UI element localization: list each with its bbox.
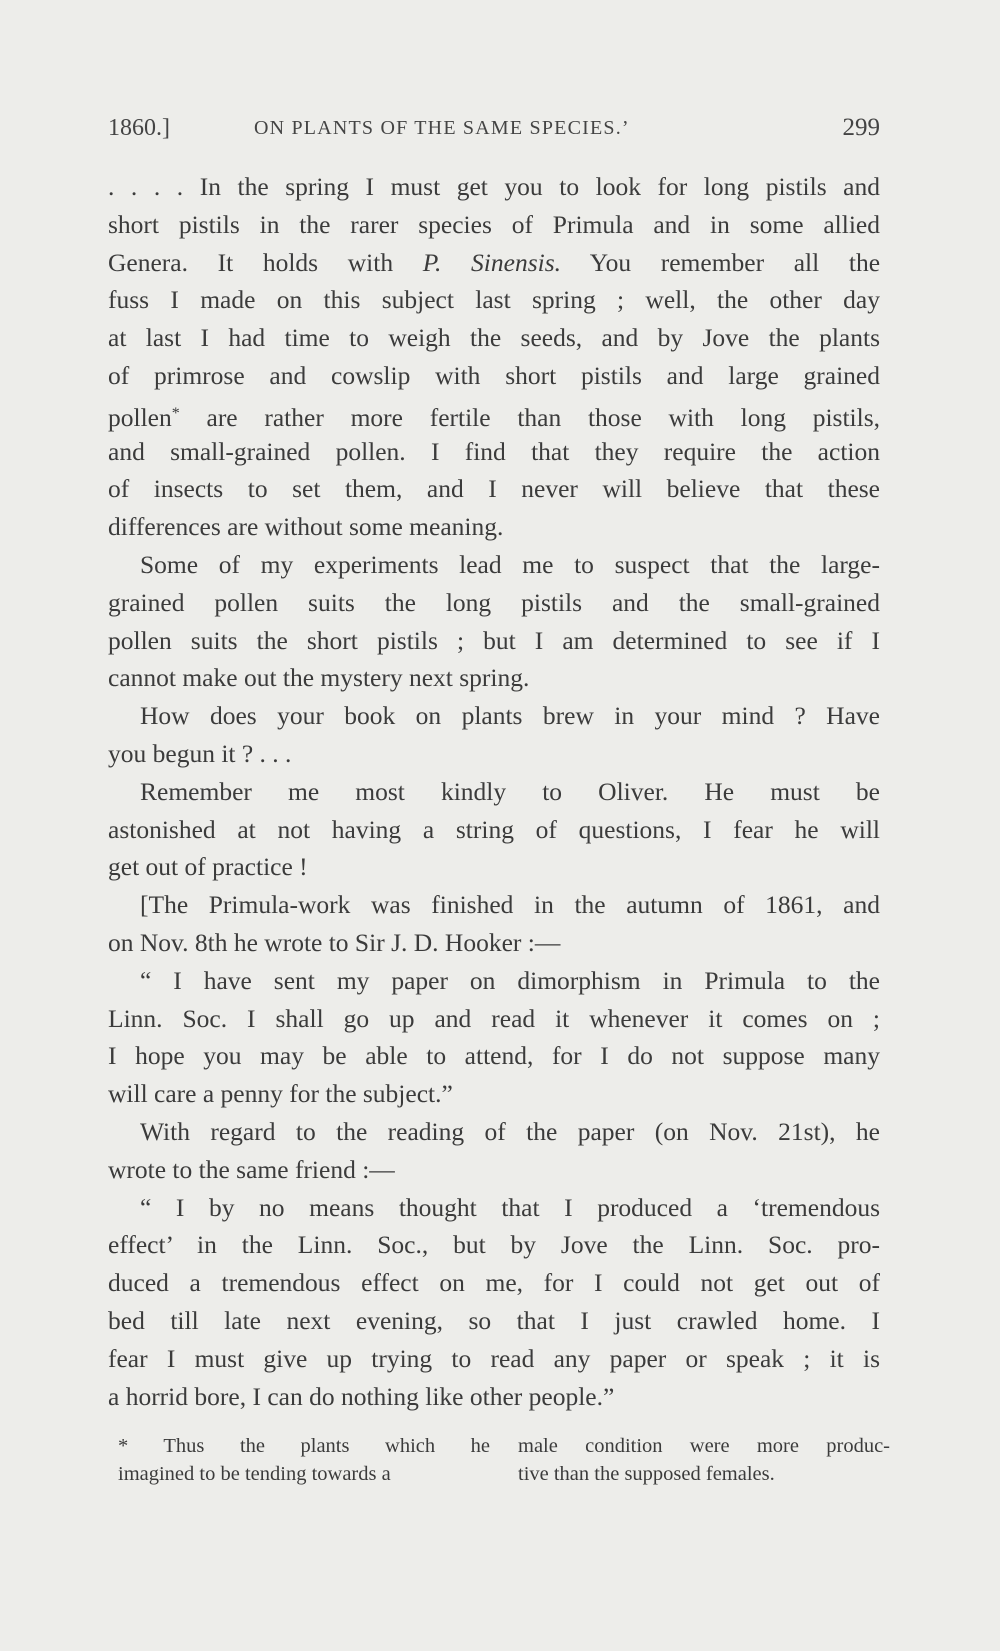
footnote <box>108 1432 900 1492</box>
text-line: short pistils in the rarer species of Primula and in some allied <box>108 209 880 239</box>
text-line: astonished at not having a string of questions, I fear he will <box>108 814 880 844</box>
text-span: Genera. It holds with <box>108 247 394 277</box>
text-line: With regard to the reading of the paper (on Nov. 21st), he <box>140 1116 880 1146</box>
text-span: You remember all the <box>589 247 881 277</box>
header-year: 1860.] <box>108 115 170 141</box>
text-line: and small-grained pollen. I find that they require the action <box>108 436 880 466</box>
footnote-line: tive than the supposed females. <box>518 1463 775 1485</box>
running-head <box>108 108 880 148</box>
text-line: bed till late next evening, so that I just crawled home. I <box>108 1305 880 1335</box>
text-line: wrote to the same friend :— <box>108 1154 395 1184</box>
footnote-marker: * <box>171 404 180 422</box>
footnote-line: imagined to be tending towards a <box>118 1463 391 1485</box>
page-number: 299 <box>842 114 880 141</box>
text-line: . . . . In the spring I must get you to look for long pistils and <box>108 172 880 201</box>
body-text <box>108 168 880 1415</box>
text-line: will care a penny for the subject.” <box>108 1079 453 1109</box>
text-line: of primrose and cowslip with short pistils and large grained <box>108 360 880 390</box>
text-line: Remember me most kindly to Oliver. He must be <box>140 776 880 806</box>
text-line: get out of practice ! <box>108 852 308 882</box>
text-line: Some of my experiments lead me to suspect that the large- <box>140 549 880 579</box>
species-name: P. Sinensis. <box>422 247 562 277</box>
header-title: ON PLANTS OF THE SAME SPECIES.’ <box>254 117 630 139</box>
text-line: I hope you may be able to attend, for I do not suppose many <box>108 1041 880 1071</box>
text-line: “ I by no means thought that I produced a ‘tremendous <box>140 1192 880 1222</box>
text-line: fear I must give up trying to read any paper or speak ; it is <box>108 1343 880 1373</box>
text-line: differences are without some meaning. <box>108 512 504 542</box>
text-line: you begun it ? . . . <box>108 738 292 768</box>
text-line: “ I have sent my paper on dimorphism in Primula to the <box>140 965 880 995</box>
text-line: How does your book on plants brew in your mind ? Have <box>140 701 880 731</box>
text-line: fuss I made on this subject last spring ; well, the other day <box>108 285 880 315</box>
text-line: effect’ in the Linn. Soc., but by Jove the Linn. Soc. pro- <box>108 1230 880 1260</box>
text-line: cannot make out the mystery next spring. <box>108 663 530 693</box>
text-line: of insects to set them, and I never will believe that these <box>108 474 880 504</box>
text-span: pollen <box>108 402 172 432</box>
text-line: duced a tremendous effect on me, for I could not get out of <box>108 1268 880 1298</box>
text-line <box>108 395 880 433</box>
text-line: [The Primula-work was finished in the autumn of 1861, and <box>140 890 880 920</box>
text-line: at last I had time to weigh the seeds, and by Jove the plants <box>108 323 880 353</box>
footnote-line: * Thus the plants which he <box>118 1435 490 1457</box>
footnote-right-column <box>518 1432 890 1488</box>
text-line: on Nov. 8th he wrote to Sir J. D. Hooker :— <box>108 927 561 957</box>
footnote-line: male condition were more produc- <box>518 1435 890 1457</box>
text-line: a horrid bore, I can do nothing like other people.” <box>108 1381 615 1411</box>
text-span: are rather more fertile than those with long pistils, <box>206 402 881 432</box>
text-line: Linn. Soc. I shall go up and read it whenever it comes on ; <box>108 1003 880 1033</box>
text-line: pollen suits the short pistils ; but I am determined to see if I <box>108 625 880 655</box>
text-line: grained pollen suits the long pistils and the small-grained <box>108 587 880 617</box>
footnote-left-column <box>118 1432 490 1488</box>
text-line <box>108 244 880 282</box>
